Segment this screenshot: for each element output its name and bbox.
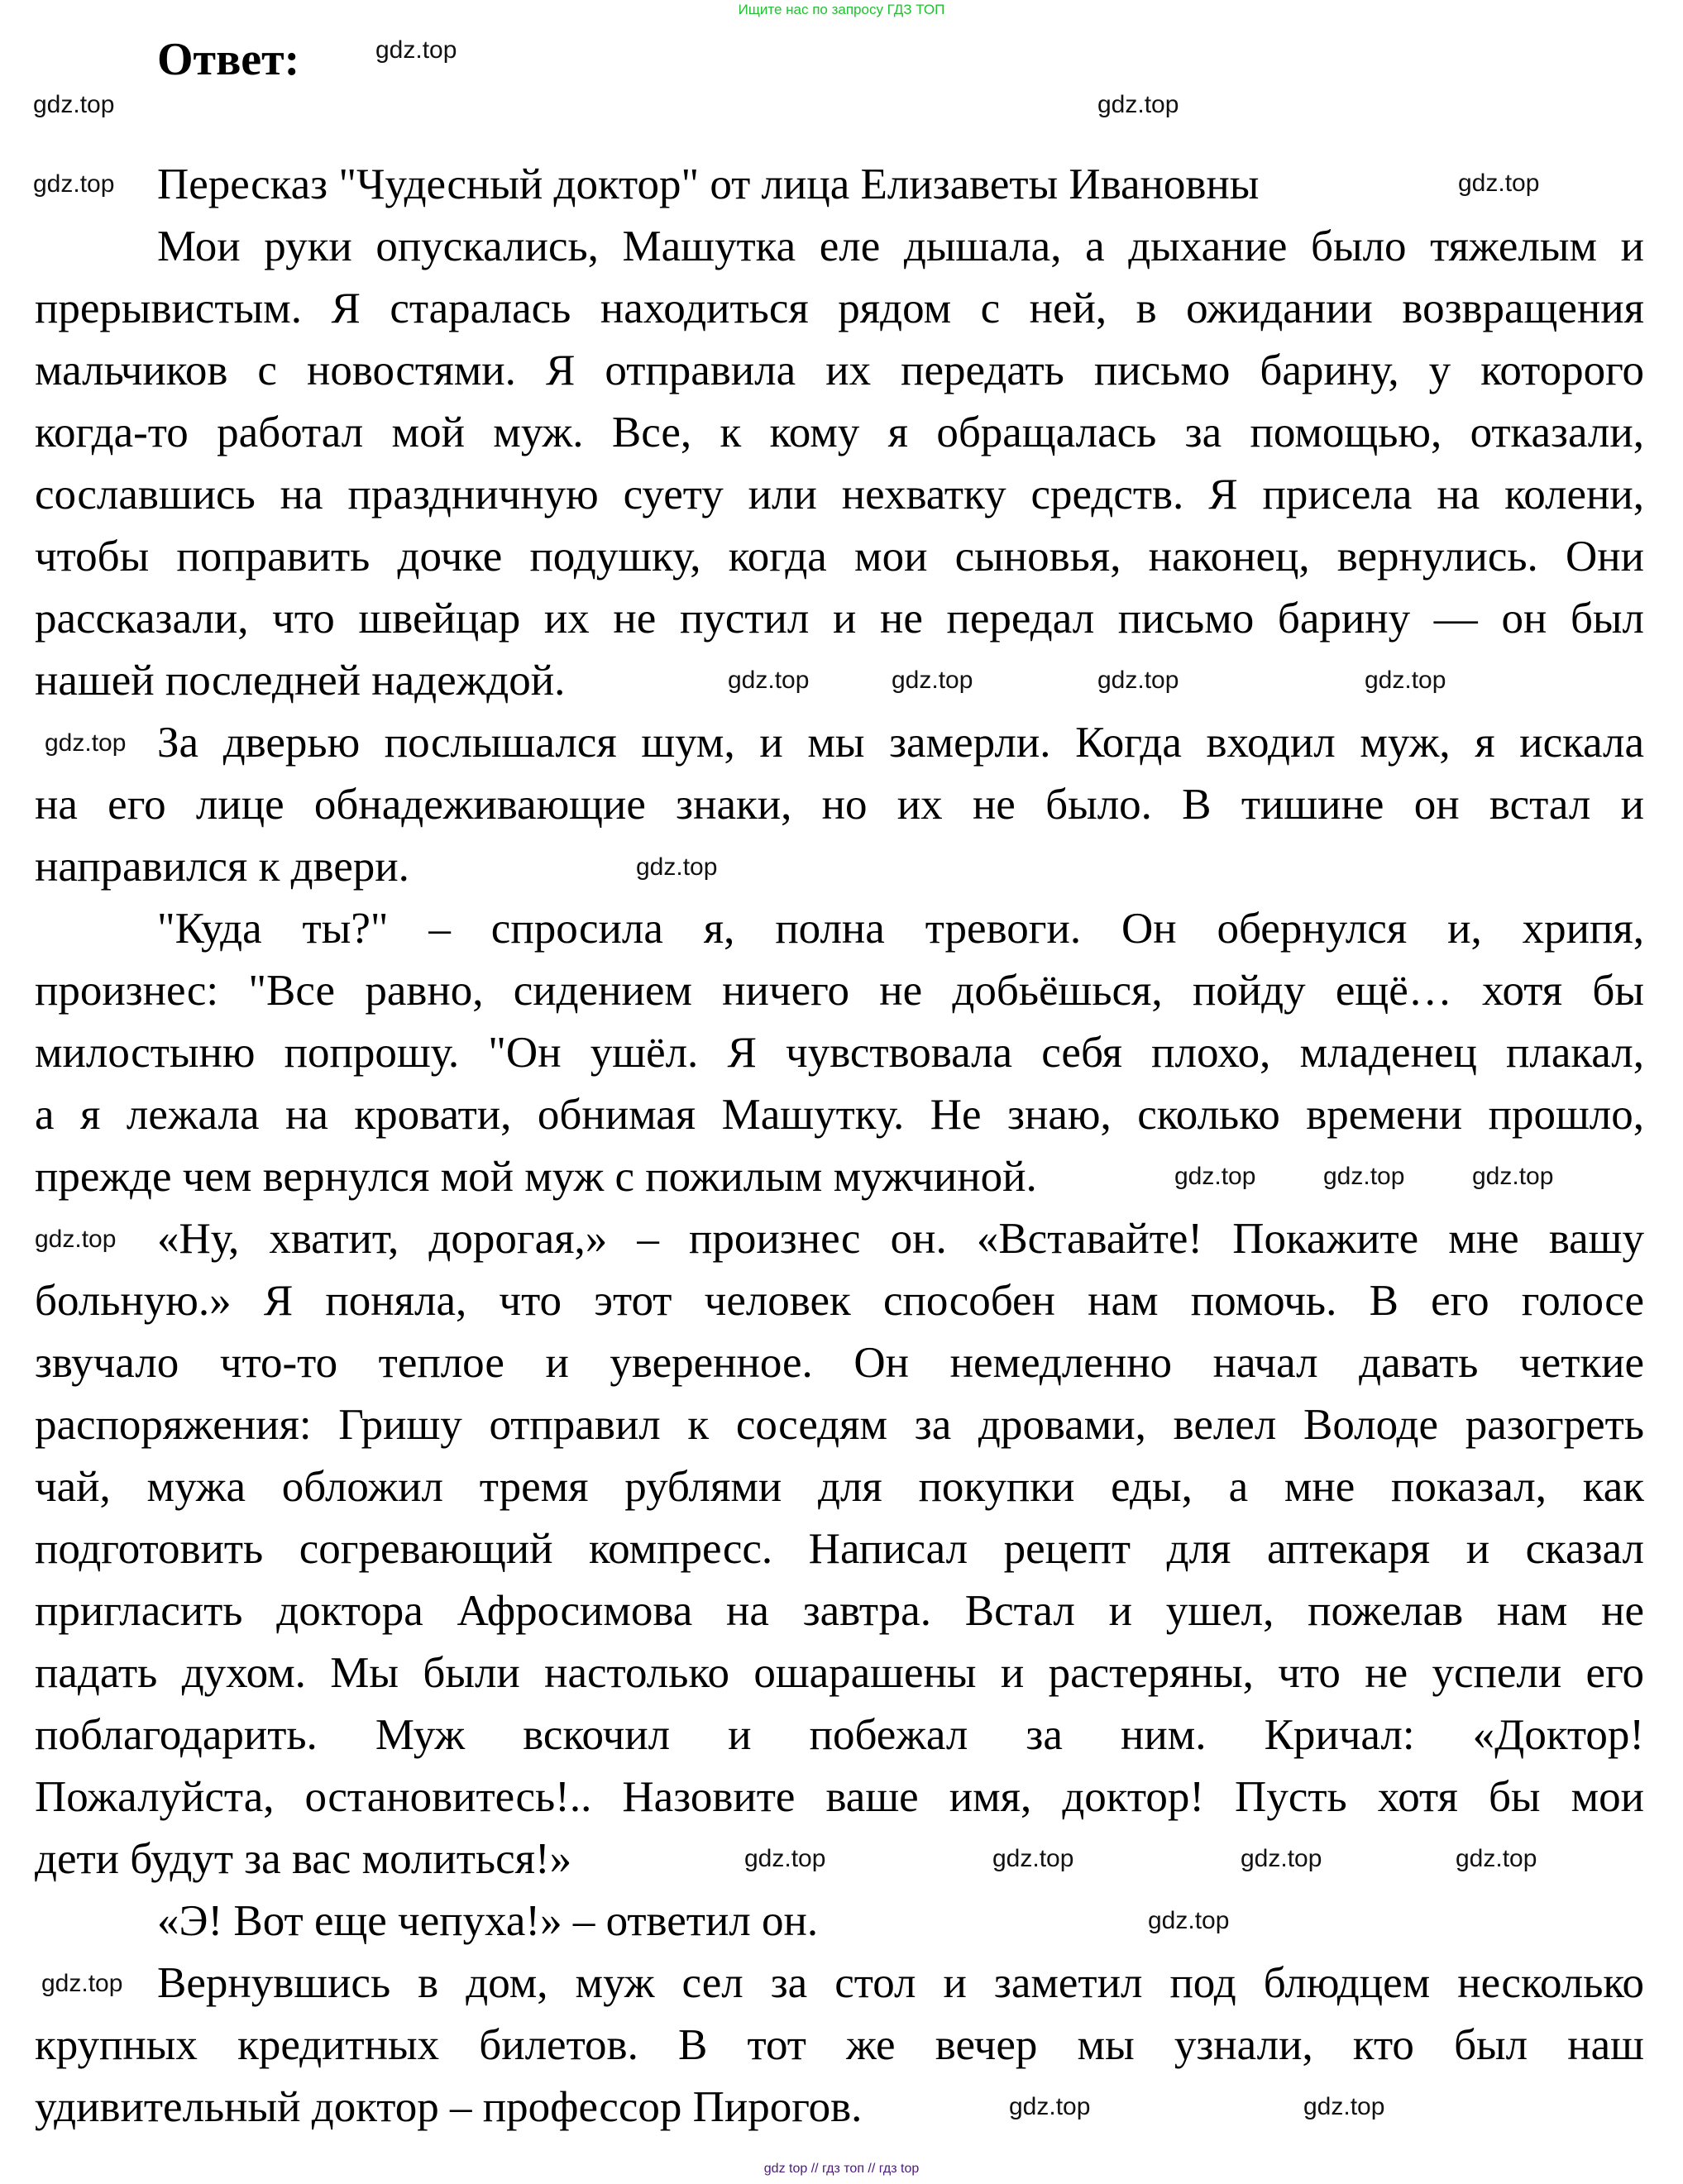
watermark: gdz.top (1097, 91, 1179, 118)
watermark: gdz.top (892, 667, 973, 694)
text-line: звучало что-то теплое и уверенное. Он немедленно начал давать четкие (35, 1339, 1644, 1387)
watermark: gdz.top (41, 1970, 123, 1997)
text-line: подготовить согревающий компресс. Написал рецепт для аптекаря и сказал (35, 1525, 1644, 1573)
text-line: падать духом. Мы были настолько ошарашены и растеряны, что не успели его (35, 1649, 1644, 1697)
watermark: gdz.top (1472, 1163, 1554, 1190)
text-line: поблагодарить. Муж вскочил и побежал за ним. Кричал: «Доктор! (35, 1711, 1644, 1759)
watermark: gdz.top (1097, 667, 1179, 694)
watermark: gdz.top (1174, 1163, 1256, 1190)
text-line: «Э! Вот еще чепуха!» – ответил он. (157, 1897, 819, 1945)
text-line: прерывистым. Я старалась находиться рядом с ней, в ожидании возвращения (35, 284, 1644, 332)
text-line: Пересказ "Чудесный доктор" от лица Елизаветы Ивановны (157, 160, 1260, 208)
text-line: Вернувшись в дом, муж сел за стол и заметил под блюдцем несколько (157, 1959, 1644, 2007)
text-line: больную.» Я поняла, что этот человек способен нам помочь. В его голосе (35, 1277, 1644, 1325)
text-line: За дверью послышался шум, и мы замерли. Когда входил муж, я искала (157, 719, 1644, 767)
text-line: прежде чем вернулся мой муж с пожилым мужчиной. (35, 1153, 1037, 1201)
text-line: чтобы поправить дочке подушку, когда мои сыновья, наконец, вернулись. Они (35, 533, 1644, 581)
watermark: gdz.top (1458, 170, 1540, 197)
answer-heading: Ответ: (157, 34, 300, 85)
text-line: а я лежала на кровати, обнимая Машутку. Не знаю, сколько времени прошло, (35, 1091, 1644, 1139)
watermark: gdz.top (1365, 667, 1446, 694)
text-line: на его лице обнадеживающие знаки, но их не было. В тишине он встал и (35, 781, 1644, 829)
search-hint-banner: Ищите нас по запросу ГДЗ ТОП (738, 2, 945, 17)
text-line: распоряжения: Гришу отправил к соседям за дровами, велел Володе разогреть (35, 1401, 1644, 1449)
watermark: gdz.top (35, 1226, 117, 1253)
text-line: милостыню попрошу. "Он ушёл. Я чувствовала себя плохо, младенец плакал, (35, 1029, 1644, 1077)
watermark: gdz.top (728, 667, 810, 694)
text-line: "Куда ты?" – спросила я, полна тревоги. Он обернулся и, хрипя, (157, 905, 1644, 953)
watermark: gdz.top (1009, 2093, 1091, 2120)
text-line: Мои руки опускались, Машутка еле дышала, а дыхание было тяжелым и (157, 222, 1644, 270)
text-line: направился к двери. (35, 843, 409, 891)
text-line: дети будут за вас молиться!» (35, 1835, 572, 1883)
watermark: gdz.top (33, 91, 115, 118)
text-line: нашей последней надеждой. (35, 657, 566, 705)
text-line: мальчиков с новостями. Я отправила их передать письмо барину, у которого (35, 346, 1644, 394)
watermark: gdz.top (45, 729, 127, 757)
watermark: gdz.top (744, 1845, 826, 1872)
watermark: gdz.top (375, 36, 457, 64)
text-line: произнес: "Все равно, сидением ничего не добьёшься, пойду ещё… хотя бы (35, 967, 1644, 1015)
text-line: чай, мужа обложил тремя рублями для покупки еды, а мне показал, как (35, 1463, 1644, 1511)
text-line: «Ну, хватит, дорогая,» – произнес он. «Вставайте! Покажите мне вашу (157, 1215, 1644, 1263)
watermark: gdz.top (1303, 2093, 1385, 2120)
watermark: gdz.top (1241, 1845, 1322, 1872)
text-line: Пожалуйста, остановитесь!.. Назовите ваше имя, доктор! Пусть хотя бы мои (35, 1773, 1644, 1821)
watermark: gdz.top (992, 1845, 1074, 1872)
text-line: крупных кредитных билетов. В тот же вечер мы узнали, кто был наш (35, 2021, 1644, 2069)
watermark: gdz.top (636, 853, 718, 881)
text-line: когда-то работал мой муж. Все, к кому я обращалась за помощью, отказали, (35, 409, 1644, 456)
watermark: gdz.top (33, 170, 115, 198)
text-line: пригласить доктора Афросимова на завтра. Встал и ушел, пожелав нам не (35, 1587, 1644, 1635)
footer-links: gdz top // гдз топ // гдз top (763, 2162, 920, 2176)
watermark: gdz.top (1323, 1163, 1405, 1190)
text-line: удивительный доктор – профессор Пирогов. (35, 2083, 863, 2131)
watermark: gdz.top (1148, 1907, 1230, 1934)
watermark: gdz.top (1456, 1845, 1537, 1872)
text-line: сославшись на праздничную суету или нехватку средств. Я присела на колени, (35, 471, 1644, 519)
text-line: рассказали, что швейцар их не пустил и не передал письмо барину — он был (35, 595, 1644, 643)
